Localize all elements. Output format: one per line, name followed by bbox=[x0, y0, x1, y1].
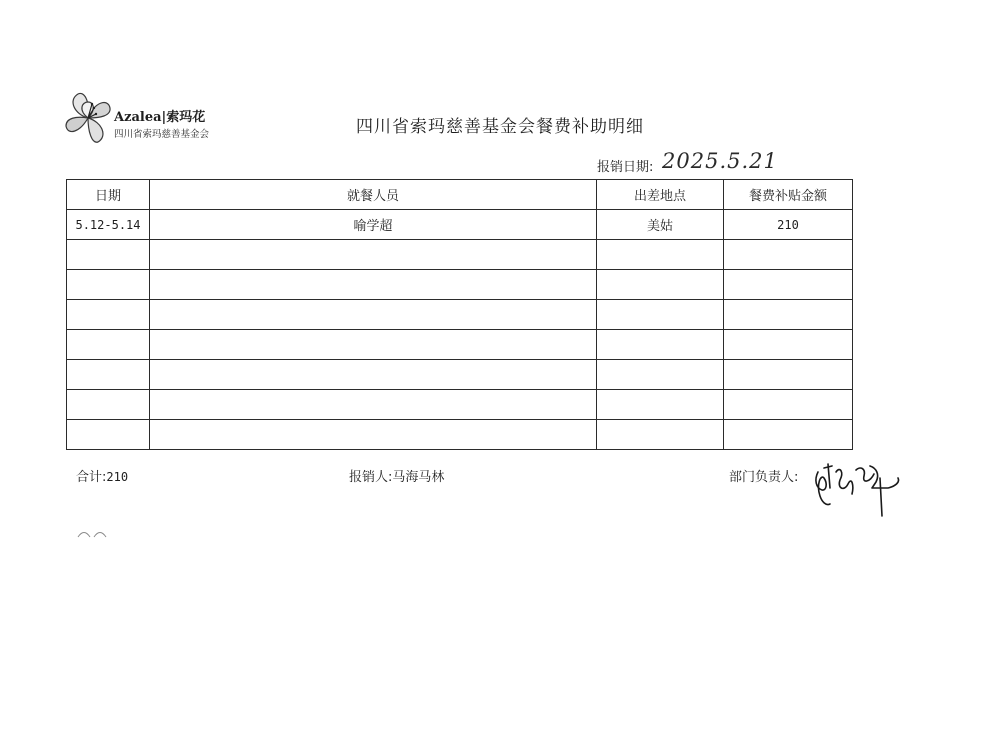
header-location: 出差地点 bbox=[597, 180, 724, 210]
dept-head-field bbox=[729, 466, 798, 485]
cell-amount bbox=[724, 300, 853, 330]
cell-amount bbox=[724, 360, 853, 390]
cell-amount: 210 bbox=[724, 210, 853, 240]
reimburser-field bbox=[349, 466, 444, 485]
cell-diners bbox=[150, 270, 597, 300]
table-row bbox=[67, 390, 853, 420]
report-date-label: 报销日期: bbox=[597, 160, 654, 175]
meal-subsidy-table bbox=[66, 179, 853, 450]
cell-amount bbox=[724, 270, 853, 300]
cell-amount bbox=[724, 390, 853, 420]
cell-location bbox=[597, 390, 724, 420]
dept-head-label: 部门负责人: bbox=[729, 470, 799, 485]
table-row bbox=[67, 330, 853, 360]
cell-diners bbox=[150, 360, 597, 390]
table-row bbox=[67, 300, 853, 330]
cell-diners bbox=[150, 420, 597, 450]
reimburser-label: 报销人: bbox=[349, 470, 393, 485]
header-date: 日期 bbox=[67, 180, 150, 210]
cell-date bbox=[67, 270, 150, 300]
cell-amount bbox=[724, 420, 853, 450]
cell-location bbox=[597, 240, 724, 270]
total-label: 合计: bbox=[76, 470, 107, 485]
cell-date bbox=[67, 390, 150, 420]
table-row bbox=[67, 420, 853, 450]
cell-date: 5.12-5.14 bbox=[67, 210, 150, 240]
logo-org-name: 四川省索玛慈善基金会 bbox=[114, 129, 210, 140]
table-row bbox=[67, 270, 853, 300]
cell-diners: 喻学超 bbox=[150, 210, 597, 240]
cell-date bbox=[67, 360, 150, 390]
total-value: 210 bbox=[106, 470, 129, 484]
header-amount: 餐费补贴金额 bbox=[724, 180, 853, 210]
cell-date bbox=[67, 240, 150, 270]
cell-location: 美姑 bbox=[597, 210, 724, 240]
cell-location bbox=[597, 270, 724, 300]
cell-location bbox=[597, 330, 724, 360]
cell-date bbox=[67, 300, 150, 330]
dept-head-signature bbox=[810, 458, 905, 520]
cell-amount bbox=[724, 330, 853, 360]
cell-diners bbox=[150, 240, 597, 270]
header-diners: 就餐人员 bbox=[150, 180, 597, 210]
cell-diners bbox=[150, 390, 597, 420]
cell-location bbox=[597, 420, 724, 450]
report-date-handwritten: 2025.5.21 bbox=[662, 149, 778, 173]
document-title: 四川省索玛慈善基金会餐费补助明细 bbox=[356, 117, 644, 137]
cell-diners bbox=[150, 330, 597, 360]
reimburser-name: 马海马林 bbox=[392, 470, 445, 485]
cell-date bbox=[67, 420, 150, 450]
cell-diners bbox=[150, 300, 597, 330]
cell-location bbox=[597, 300, 724, 330]
faint-scan-mark bbox=[76, 527, 110, 541]
total-field bbox=[76, 466, 128, 485]
cell-date bbox=[67, 330, 150, 360]
table-row bbox=[67, 210, 853, 240]
table-row bbox=[67, 240, 853, 270]
logo-brand-text: Azalea|索玛花 bbox=[114, 110, 206, 125]
cell-amount bbox=[724, 240, 853, 270]
table-row bbox=[67, 360, 853, 390]
table-header-row bbox=[67, 180, 853, 210]
cell-location bbox=[597, 360, 724, 390]
